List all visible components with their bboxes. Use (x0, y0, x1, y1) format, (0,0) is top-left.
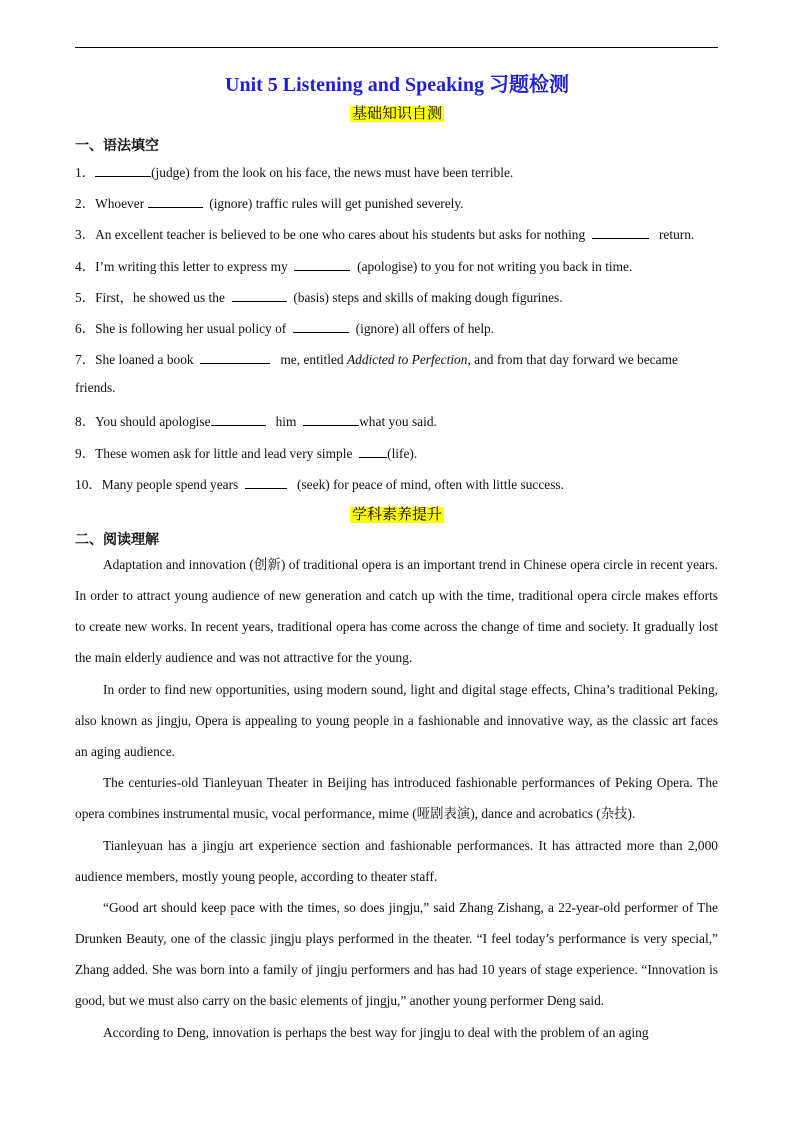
book-title: Addicted to Perfection (346, 352, 468, 367)
passage-paragraph-3: The centuries-old Tianleyuan Theater in Beijing has introduced fashionable performances of Peking Opera. The opera combines instrumental music, vocal performance, mime (哑剧表演), dance and acrobatics (杂技). (75, 775, 718, 822)
passage-paragraph-4: Tianleyuan has a jingju art experience section and fashionable performances. It has attracted more than 2,000 audience members, mostly young people, according to theater staff. (75, 838, 718, 885)
question-7: 7．She loaned a book me, entitled Addicted to Perfection, and from that day forward we became (75, 352, 678, 367)
question-2: 2．Whoever (ignore) traffic rules will get punished severely. (75, 196, 464, 211)
question-5: 5．First，he showed us the (basis) steps and skills of making dough figurines. (75, 290, 563, 305)
question-3: 3．An excellent teacher is believed to be one who cares about his students but asks for nothing return. (75, 227, 695, 242)
passage-paragraph-1: Adaptation and innovation (创新) of traditional opera is an important trend in Chinese opera circle in recent years. In order to attract young audience of new generation and catch up with the time, traditional opera circle makes efforts to create new works. In recent years, traditional opera has come across the change of time and society. It gradually lost the main elderly audience and was not attractive for the young. (75, 557, 718, 666)
answer-blank[interactable] (303, 413, 359, 426)
question-9: 9．These women ask for little and lead very simple (life). (75, 446, 418, 461)
answer-blank[interactable] (211, 413, 266, 426)
passage-paragraph-6: According to Deng, innovation is perhaps the best way for jingju to deal with the problem of an aging (103, 1025, 649, 1040)
answer-blank[interactable] (95, 164, 151, 177)
question-4: 4．I’m writing this letter to express my (apologise) to you for not writing you back in time. (75, 259, 633, 274)
question-6: 6．She is following her usual policy of (ignore) all offers of help. (75, 321, 495, 336)
answer-blank[interactable] (245, 476, 287, 489)
passage-paragraph-5: “Good art should keep pace with the times, so does jingju,” said Zhang Zishang, a 22-year-old performer of The Drunken Beauty, one of the classic jingju plays performed in the theater. “I feel today’s performance is very special,” Zhang added. She was born into a family of jingju performers and has had 10 years of stage experience. “Innovation is good, but we must also carry on the basic elements of jingju,” another young performer Deng said. (75, 900, 718, 1009)
answer-blank[interactable] (148, 195, 203, 208)
question-8: 8．You should apologise him what you said. (75, 414, 437, 429)
section2-heading: 二、阅读理解 (75, 532, 159, 548)
header-rule (75, 47, 718, 48)
question-7-continued: friends. (75, 380, 116, 395)
answer-blank[interactable] (232, 289, 287, 302)
badge-basic: 基础知识自测 (351, 106, 442, 122)
section1-heading: 一、语法填空 (75, 138, 159, 154)
answer-blank[interactable] (200, 351, 270, 364)
badge-literacy: 学科素养提升 (351, 507, 442, 523)
answer-blank[interactable] (294, 258, 350, 271)
question-1: 1． (judge) from the look on his face, the news must have been terrible. (75, 165, 514, 180)
answer-blank[interactable] (359, 445, 387, 458)
answer-blank[interactable] (293, 320, 349, 333)
badge-basic-row (0, 102, 794, 123)
badge-literacy-row (0, 503, 794, 524)
question-10: 10．Many people spend years (seek) for peace of mind, often with little success. (75, 477, 564, 492)
answer-blank[interactable] (592, 226, 649, 239)
page-title: Unit 5 Listening and Speaking 习题检测 (225, 74, 569, 96)
passage-paragraph-2: In order to find new opportunities, using modern sound, light and digital stage effects, China’s traditional Peking, also known as jingju, Opera is appealing to young people in a fashionable and innovative way, as the classic art faces an aging audience. (75, 682, 718, 760)
